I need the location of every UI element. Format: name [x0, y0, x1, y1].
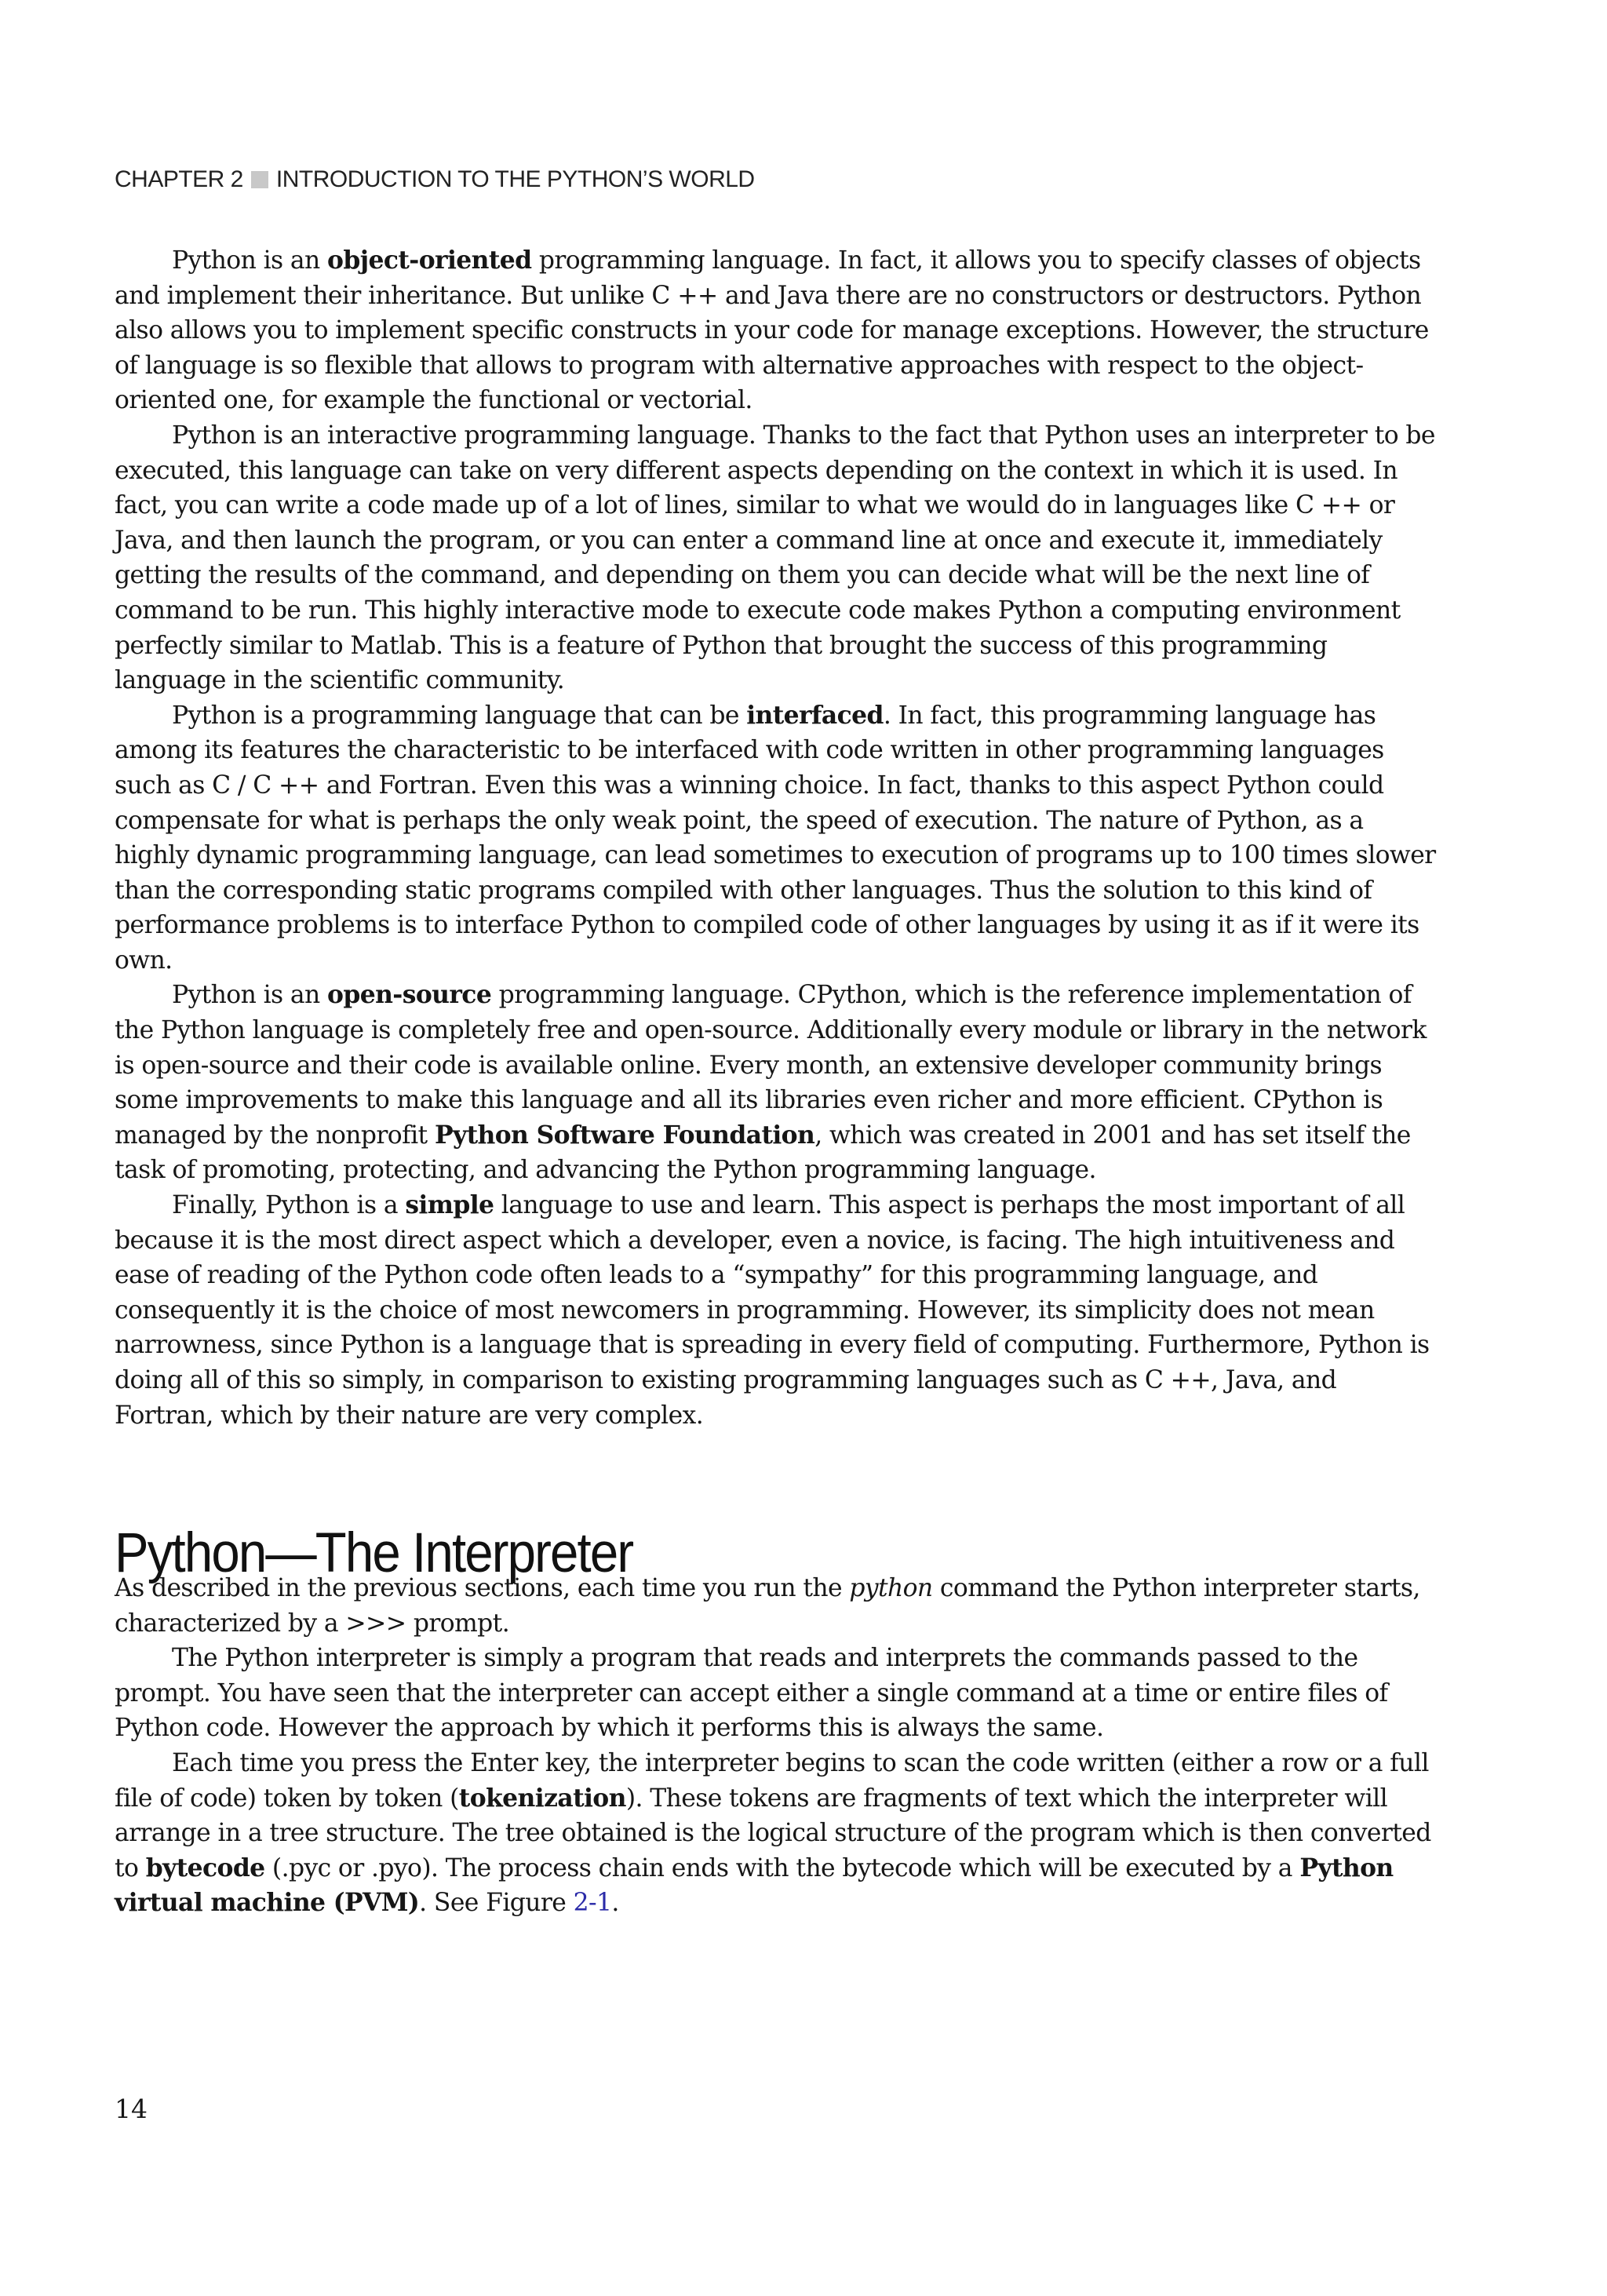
bold-term: interfaced	[746, 701, 884, 730]
text-run: programming language. In fact, it allows you to specify classes of objects and implement their inheritance. But unlike C ++ and Java there are no constructors or destructors. Python also allows you to implement specific constructs in your code for manage exceptions. However, the structure of language is so flexible that allows to program with alternative approaches with respect to the object-oriented one, for example the functional or vectorial.	[115, 246, 1429, 415]
italic-term: python	[849, 1574, 933, 1602]
text-run: Python is an	[172, 981, 328, 1010]
text-run: , which was created in 2001 and has set itself the task of promoting, protecting, and advancing the Python programming language.	[115, 1121, 1411, 1185]
chapter-title: INTRODUCTION TO THE PYTHON’S WORLD	[275, 166, 755, 192]
paragraph-object-oriented	[115, 243, 1436, 418]
bold-term: open-source	[327, 981, 492, 1010]
separator-square-icon	[251, 171, 268, 188]
paragraph-interfaced	[115, 698, 1436, 979]
text-run: Each time you press the Enter key, the interpreter begins to scan the code written (either a row or a full file of code) token by token (	[115, 1748, 1429, 1813]
chapter-label: CHAPTER 2	[115, 166, 243, 192]
bold-term: Python Software Foundation	[434, 1121, 815, 1150]
paragraph-interpreter-program	[115, 1641, 1436, 1746]
text-run: programming language. CPython, which is the reference implementation of the Python language is completely free and open-source. Additionally every module or library in the network is open-source and their code is available online. Every month, an extensive developer community brings some improvements to make this language and all its libraries even richer and more efficient. CPython is managed by the nonprofit	[115, 981, 1427, 1150]
text-run: command the Python interpreter starts, characterized by a >>> prompt.	[115, 1574, 1420, 1638]
text-run: . In fact, this programming language has among its features the characteristic to be interfaced with code written in other programming languages such as C / C ++ and Fortran. Even this was a winning choice. In fact, thanks to this aspect Python could compensate for what is perhaps the only weak point, the speed of execution. The nature of Python, as a highly dynamic programming language, can lead sometimes to execution of programs up to 100 times slower than the corresponding static programs compiled with other languages. Thus the solution to this kind of performance problems is to interface Python to compiled code of other languages by using it as if it were its own.	[115, 701, 1436, 975]
bold-term: bytecode	[145, 1853, 265, 1882]
text-run: (.pyc or .pyo). The process chain ends with the bytecode which will be executed by a	[264, 1853, 1300, 1882]
text-run: Python is an interactive programming language. Thanks to the fact that Python uses an interpreter to be executed, this language can take on very different aspects depending on the context in which it is used. In fact, you can write a code made up of a lot of lines, similar to what we would do in languages like C ++ or Java, and then launch the program, or you can enter a command line at once and execute it, immediately getting the results of the command, and depending on them you can decide what will be the next line of command to be run. This highly interactive mode to execute code makes Python a computing environment perfectly similar to Matlab. This is a feature of Python that brought the success of this programming language in the scientific community.	[115, 421, 1435, 695]
text-run: . See Figure	[419, 1889, 574, 1918]
text-run: Python is a programming language that can be	[172, 701, 747, 730]
page-number: 14	[115, 2094, 148, 2124]
text-run: language to use and learn. This aspect is perhaps the most important of all because it is the most direct aspect which a developer, even a novice, is facing. The high intuitiveness and ease of reading of the Python code often leads to a “sympathy” for this programming language, and consequently it is the choice of most newcomers in programming. However, its simplicity does not mean narrowness, since Python is a language that is spreading in every field of computing. Furthermore, Python is doing all of this so simply, in comparison to existing programming languages such as C ++, Java, and Fortran, which by their nature are very complex.	[115, 1191, 1430, 1430]
figure-link[interactable]: 2-1	[573, 1889, 612, 1918]
text-run: Finally, Python is a	[172, 1191, 406, 1220]
body-section-2	[115, 1571, 1436, 1921]
text-run: .	[611, 1889, 619, 1918]
paragraph-tokenization	[115, 1746, 1436, 1921]
bold-term: object-oriented	[327, 246, 532, 275]
body-section-1	[115, 243, 1436, 1433]
text-run: The Python interpreter is simply a program that reads and interprets the commands passed to the prompt. You have seen that the interpreter can accept either a single command at a time or entire files of Python code. However the approach by which it performs this is always the same.	[115, 1644, 1388, 1743]
paragraph-interactive	[115, 418, 1436, 698]
text-run: ). These tokens are fragments of text which the interpreter will arrange in a tree structure. The tree obtained is the logical structure of the program which is then converted to	[115, 1784, 1431, 1882]
bold-term: Python virtual machine (PVM)	[115, 1853, 1394, 1918]
section-heading: Python—The Interpreter	[115, 1522, 633, 1584]
running-header	[115, 166, 755, 193]
bold-term: tokenization	[458, 1784, 626, 1813]
paragraph-interpreter-intro	[115, 1571, 1436, 1641]
text-run: Python is an	[172, 246, 328, 275]
paragraph-open-source	[115, 978, 1436, 1188]
bold-term: simple	[405, 1191, 494, 1220]
paragraph-simple	[115, 1188, 1436, 1433]
text-run: As described in the previous sections, each time you run the	[115, 1574, 850, 1602]
